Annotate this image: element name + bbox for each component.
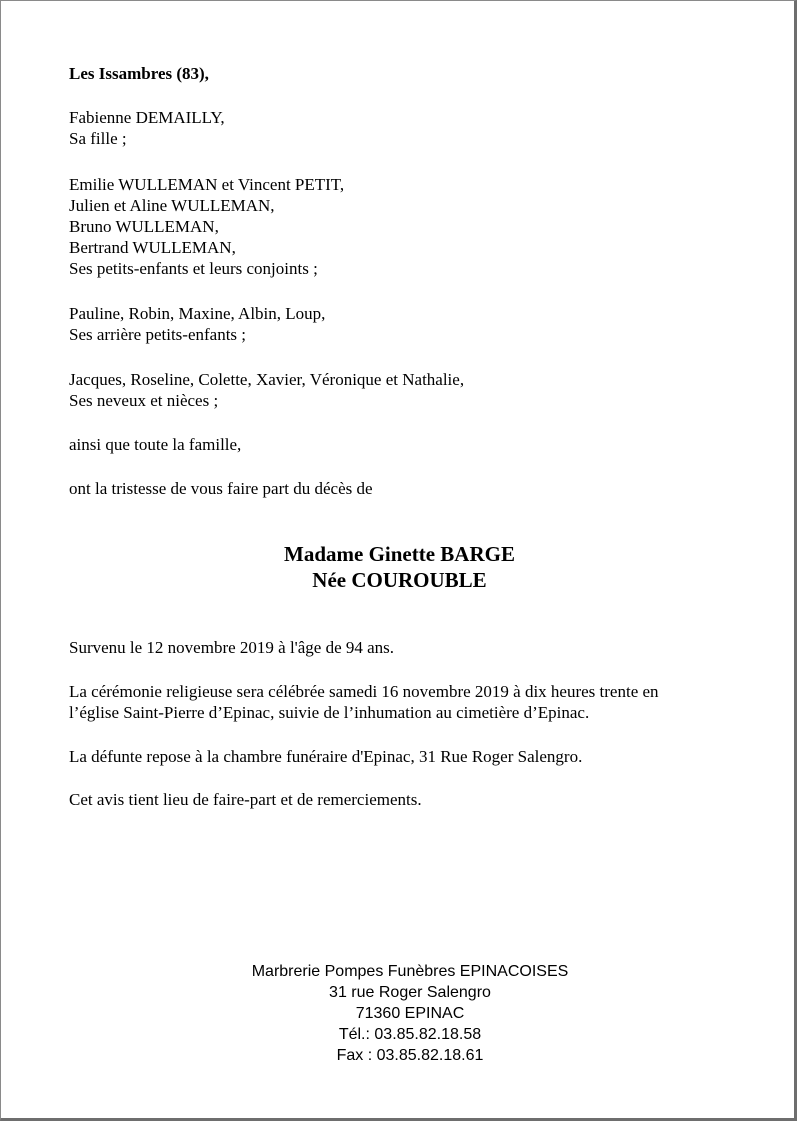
company-phone: Tél.: 03.85.82.18.58 <box>338 1026 482 1043</box>
rest-block <box>69 746 759 767</box>
funeral-home-footer <box>1 961 801 1066</box>
others-text: ainsi que toute la famille, <box>69 435 242 454</box>
grandchildren-relation: Ses petits-enfants et leurs conjoints ; <box>69 259 318 278</box>
company-fax: Fax : 03.85.82.18.61 <box>336 1047 484 1064</box>
grandchild-name: Bruno WULLEMAN, <box>69 217 219 236</box>
others-block <box>69 434 749 455</box>
announcement-text: ont la tristesse de vous faire part du décès de <box>69 479 373 498</box>
company-street: 31 rue Roger Salengro <box>329 984 491 1001</box>
grandchildren-block <box>69 174 749 279</box>
deceased-name-block <box>1 541 798 593</box>
ceremony-block <box>69 681 759 723</box>
announcement-block <box>69 478 749 499</box>
deceased-name: Madame Ginette BARGE <box>284 542 515 566</box>
death-details: Survenu le 12 novembre 2019 à l'âge de 94 ans. <box>69 638 395 657</box>
great-grandchildren-relation: Ses arrière petits-enfants ; <box>69 325 247 344</box>
rest-details: La défunte repose à la chambre funéraire d'Epinac, 31 Rue Roger Salengro. <box>69 747 583 766</box>
ceremony-line-2: l’église Saint-Pierre d’Epinac, suivie de l’inhumation au cimetière d’Epinac. <box>69 703 590 722</box>
daughter-block <box>69 107 749 149</box>
notice-block <box>69 789 759 810</box>
daughter-relation: Sa fille ; <box>69 129 127 148</box>
nephews-relation: Ses neveux et nièces ; <box>69 391 219 410</box>
grandchild-name: Julien et Aline WULLEMAN, <box>69 196 275 215</box>
daughter-name: Fabienne DEMAILLY, <box>69 108 225 127</box>
grandchild-name: Emilie WULLEMAN et Vincent PETIT, <box>69 175 345 194</box>
notice-text: Cet avis tient lieu de faire-part et de remerciements. <box>69 790 422 809</box>
ceremony-line-1: La cérémonie religieuse sera célébrée samedi 16 novembre 2019 à dix heures trente en <box>69 682 659 701</box>
details-section <box>69 637 759 810</box>
location-heading: Les Issambres (83), <box>69 64 209 83</box>
family-section <box>69 63 749 499</box>
great-grandchildren-block <box>69 303 749 345</box>
grandchild-name: Bertrand WULLEMAN, <box>69 238 236 257</box>
nephews-block <box>69 369 749 411</box>
company-city: 71360 EPINAC <box>355 1005 465 1022</box>
great-grandchildren-names: Pauline, Robin, Maxine, Albin, Loup, <box>69 304 326 323</box>
nephews-names: Jacques, Roseline, Colette, Xavier, Véronique et Nathalie, <box>69 370 465 389</box>
company-name: Marbrerie Pompes Funèbres EPINACOISES <box>251 963 569 980</box>
deceased-maiden-name: Née COUROUBLE <box>312 568 487 592</box>
